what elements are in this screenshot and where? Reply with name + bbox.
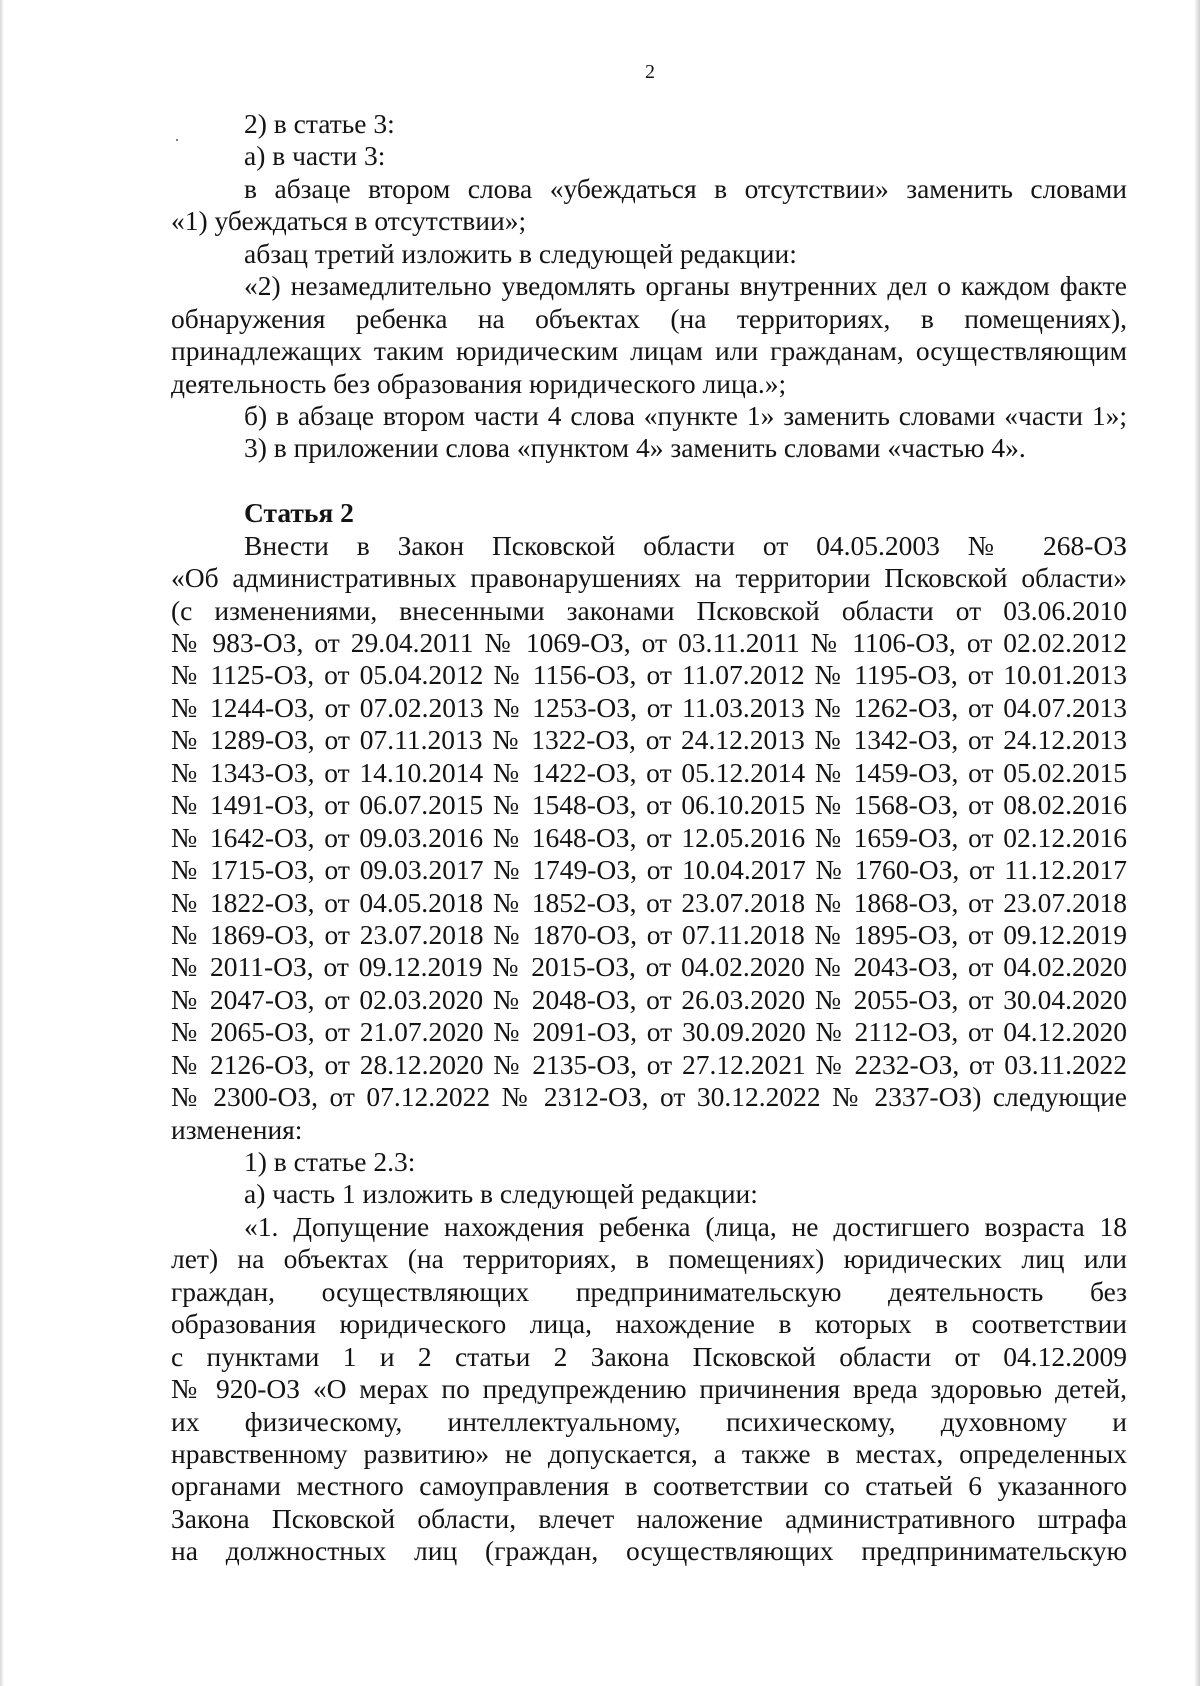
section-heading: Статья 2 xyxy=(244,497,354,529)
text-line: б) в абзаце втором части 4 слова «пункте 1» заменить словами «части 1»; xyxy=(244,399,1127,431)
text-line: № 2011-ОЗ, от 09.12.2019 № 2015-ОЗ, от 04.02.2020 № 2043-ОЗ, от 04.02.2020 xyxy=(171,951,1127,983)
text-line: № 1244-ОЗ, от 07.02.2013 № 1253-ОЗ, от 11.03.2013 № 1262-ОЗ, от 04.07.2013 xyxy=(171,691,1127,723)
text-line: принадлежащих таким юридическим лицам или гражданам, осуществляющим xyxy=(171,335,1127,367)
text-line: № 983-ОЗ, от 29.04.2011 № 1069-ОЗ, от 03.11.2011 № 1106-ОЗ, от 02.02.2012 xyxy=(171,627,1127,658)
blank-line xyxy=(171,465,1127,497)
text-line: № 1343-ОЗ, от 14.10.2014 № 1422-ОЗ, от 05.12.2014 № 1459-ОЗ, от 05.02.2015 xyxy=(171,756,1127,788)
text-line: «2) незамедлительно уведомлять органы внутренних дел о каждом факте xyxy=(244,270,1127,302)
text-line: 1) в статье 2.3: xyxy=(244,1146,416,1177)
text-line: Закона Псковской области, влечет наложение административного штрафа xyxy=(171,1502,1127,1534)
text-line: № 1715-ОЗ, от 09.03.2017 № 1749-ОЗ, от 10.04.2017 № 1760-ОЗ, от 11.12.2017 xyxy=(171,854,1127,886)
text-line: образования юридического лица, нахождение в которых в соответствии xyxy=(171,1308,1127,1340)
text-line: а) в части 3: xyxy=(244,140,386,172)
text-line: изменения: xyxy=(171,1113,303,1145)
text-line: «1) убеждаться в отсутствии»; xyxy=(171,205,527,237)
text-line: а) часть 1 изложить в следующей редакции: xyxy=(244,1178,758,1210)
text-line: «Об административных правонарушениях на территории Псковской области» xyxy=(171,562,1127,594)
text-line: органами местного самоуправления в соответствии со статьей 6 указанного xyxy=(171,1470,1127,1502)
text-line: № 2065-ОЗ, от 21.07.2020 № 2091-ОЗ, от 30.09.2020 № 2112-ОЗ, от 04.12.2020 xyxy=(171,1016,1127,1048)
text-line: 2) в статье 3: xyxy=(244,108,395,139)
text-line: № 1822-ОЗ, от 04.05.2018 № 1852-ОЗ, от 23.07.2018 № 1868-ОЗ, от 23.07.2018 xyxy=(171,886,1127,918)
text-line: в абзаце втором слова «убеждаться в отсутствии» заменить словами xyxy=(244,172,1127,204)
text-line: с пунктами 1 и 2 статьи 2 Закона Псковской области от 04.12.2009 xyxy=(171,1340,1127,1372)
text-line: № 1125-ОЗ, от 05.04.2012 № 1156-ОЗ, от 11.07.2012 № 1195-ОЗ, от 10.01.2013 xyxy=(171,659,1127,691)
text-line: № 2126-ОЗ, от 28.12.2020 № 2135-ОЗ, от 27.12.2021 № 2232-ОЗ, от 03.11.2022 xyxy=(171,1048,1127,1080)
text-line: обнаружения ребенка на объектах (на территориях, в помещениях), xyxy=(171,302,1127,334)
text-line: «1. Допущение нахождения ребенка (лица, не достигшего возраста 18 xyxy=(244,1210,1127,1242)
text-line: деятельность без образования юридического лица.»; xyxy=(171,367,787,399)
text-line: (с изменениями, внесенными законами Псковской области от 03.06.2010 xyxy=(171,594,1127,626)
text-line: их физическому, интеллектуальному, психическому, духовному и xyxy=(171,1405,1127,1437)
text-line: Внести в Закон Псковской области от 04.05.2003 № 268-ОЗ xyxy=(244,529,1127,561)
text-line: граждан, осуществляющих предпринимательскую деятельность без xyxy=(171,1275,1127,1307)
text-line: № 1289-ОЗ, от 07.11.2013 № 1322-ОЗ, от 24.12.2013 № 1342-ОЗ, от 24.12.2013 xyxy=(171,724,1127,756)
scan-edge-left xyxy=(0,0,4,1686)
text-line: абзац третий изложить в следующей редакции: xyxy=(244,237,797,269)
text-line: нравственному развитию» не допускается, а также в местах, определенных xyxy=(171,1437,1127,1469)
text-line: на должностных лиц (граждан, осуществляющих предпринимательскую xyxy=(171,1535,1127,1567)
page-number: 2 xyxy=(645,61,655,83)
text-line: № 920-ОЗ «О мерах по предупреждению причинения вреда здоровью детей, xyxy=(171,1373,1127,1405)
scan-edge-right xyxy=(1194,0,1200,1686)
text-line: лет) на объектах (на территориях, в помещениях) юридических лиц или xyxy=(171,1243,1127,1275)
text-line: № 1642-ОЗ, от 09.03.2016 № 1648-ОЗ, от 12.05.2016 № 1659-ОЗ, от 02.12.2016 xyxy=(171,821,1127,853)
text-line: № 1869-ОЗ, от 23.07.2018 № 1870-ОЗ, от 07.11.2018 № 1895-ОЗ, от 09.12.2019 xyxy=(171,918,1127,950)
text-line: № 2300-ОЗ, от 07.12.2022 № 2312-ОЗ, от 30.12.2022 № 2337-ОЗ) следующие xyxy=(171,1081,1127,1113)
text-line: 3) в приложении слова «пунктом 4» заменить словами «частью 4». xyxy=(244,432,1026,464)
document-body xyxy=(171,108,1127,1568)
text-line: № 2047-ОЗ, от 02.03.2020 № 2048-ОЗ, от 26.03.2020 № 2055-ОЗ, от 30.04.2020 xyxy=(171,983,1127,1015)
text-line: № 1491-ОЗ, от 06.07.2015 № 1548-ОЗ, от 06.10.2015 № 1568-ОЗ, от 08.02.2016 xyxy=(171,789,1127,821)
